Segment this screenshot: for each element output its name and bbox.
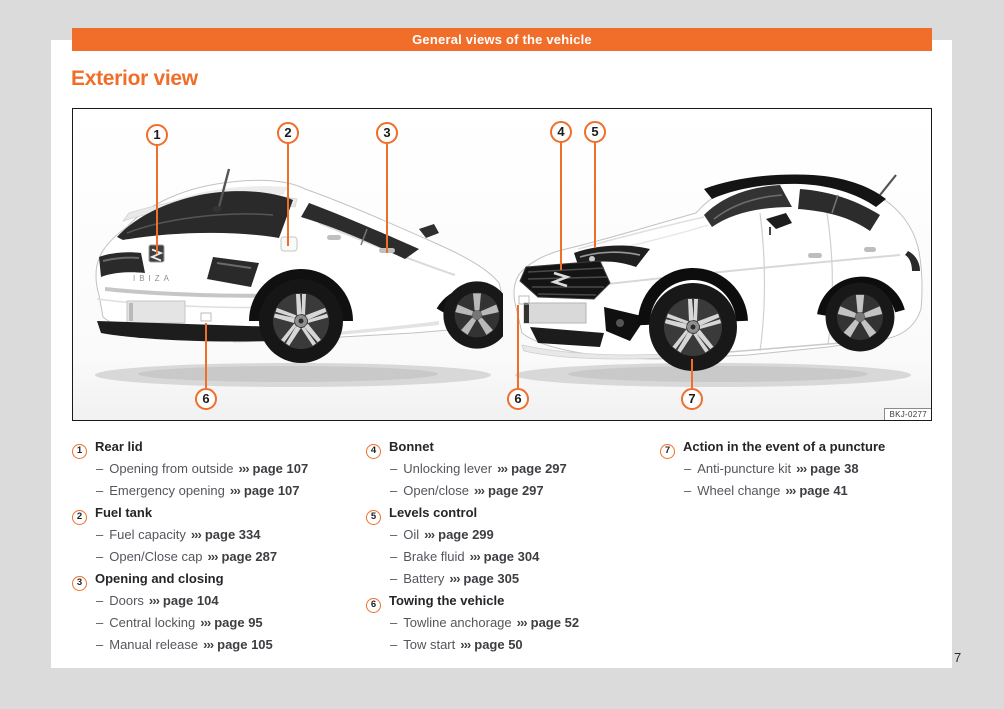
callout-line-6-right [517,305,519,388]
dash: – [96,461,104,476]
exterior-view-figure [72,108,932,421]
page-ref[interactable]: ››› page 305 [449,571,520,586]
chevrons-icon: ››› [474,483,484,498]
car-rear-view-illustration [83,163,503,398]
chevrons-icon: ››› [229,483,240,498]
chevrons-icon: ››› [200,615,211,630]
legend-sub-item: – Anti-puncture kit ››› page 38 [684,461,859,476]
chevrons-icon: ››› [148,593,159,608]
legend-sub-item: – Battery ››› page 305 [390,571,520,586]
ibiza-badge: IBIZA [133,274,174,283]
callout-line-2 [287,144,289,246]
dash: – [390,637,398,652]
callout-line-7 [691,359,693,388]
page-ref[interactable]: ››› page 52 [516,615,580,630]
page-number: 7 [954,650,962,665]
chevrons-icon: ››› [203,637,214,652]
chevrons-icon: ››› [449,571,460,586]
legend-sub-item: – Wheel change ››› page 41 [684,483,848,498]
legend-sub-item: – Emergency opening ››› page 107 [96,483,300,498]
legend-item-title: 3 Opening and closing [72,568,362,590]
chevrons-icon: ››› [785,483,796,498]
fuel-cap [281,237,297,251]
page-ref[interactable]: ››› page 297 [497,461,567,476]
item-number-badge: 3 [72,576,87,591]
legend-sub-item: – Fuel capacity ››› page 334 [96,527,261,542]
legend-item-title: 7 Action in the event of a puncture [660,436,950,458]
side-mirror [419,224,439,238]
callout-line-3 [386,144,388,253]
page-ref[interactable]: ››› page 50 [460,637,523,652]
page-ref[interactable]: ››› page 287 [207,549,278,564]
dash: – [390,461,398,476]
dash: – [390,527,398,542]
dash: – [96,483,104,498]
page-ref[interactable]: ››› page 95 [200,615,263,630]
page-ref[interactable]: ››› page 38 [796,461,859,476]
chevrons-icon: ››› [796,461,807,476]
item-number-badge: 1 [72,444,87,459]
callout-circle-6-left: 6 [195,388,217,410]
legend-item-title: 2 Fuel tank [72,502,362,524]
dash: – [390,483,398,498]
page-ref[interactable]: ››› page 297 [474,483,544,498]
callout-line-5 [594,143,596,248]
chevrons-icon: ››› [469,549,480,564]
callout-circle-3: 3 [376,122,398,144]
callout-circle-4: 4 [550,121,572,143]
chapter-header-bar: General views of the vehicle [72,28,932,51]
dash: – [96,593,104,608]
page-ref[interactable]: ››› page 299 [424,527,494,542]
page-ref[interactable]: ››› page 41 [785,483,848,498]
dash: – [684,461,692,476]
chevrons-icon: ››› [516,615,527,630]
front-license-plate [524,303,586,323]
chevrons-icon: ››› [207,549,218,564]
legend-sub-item: – Open/Close cap ››› page 287 [96,549,278,564]
dash: – [96,637,104,652]
callout-line-4 [560,143,562,270]
legend-sub-item: – Brake fluid ››› page 304 [390,549,540,564]
antenna [880,175,896,195]
rear-wheel [826,283,895,352]
dash: – [390,549,398,564]
chevrons-icon: ››› [460,637,471,652]
callout-circle-6-right: 6 [507,388,529,410]
rear-license-plate [127,301,185,323]
dash: – [390,571,398,586]
legend-item-title: 5 Levels control [366,502,656,524]
figure-code: BKJ-0277 [884,408,931,420]
page-ref[interactable]: ››› page 104 [148,593,219,608]
legend-sub-item: – Towline anchorage ››› page 52 [390,615,580,630]
dash: – [96,549,104,564]
dash: – [96,615,104,630]
item-number-badge: 7 [660,444,675,459]
legend-column-2 [366,436,656,656]
dash: – [96,527,104,542]
rear-wheel [259,279,343,363]
page-ref[interactable]: ››› page 304 [469,549,540,564]
item-number-badge: 2 [72,510,87,525]
legend-column-1 [72,436,362,656]
front-grille [520,261,610,299]
callout-circle-7: 7 [681,388,703,410]
legend-sub-item: – Central locking ››› page 95 [96,615,263,630]
legend-sub-item: – Oil ››› page 299 [390,527,494,542]
callout-circle-5: 5 [584,121,606,143]
page-title: Exterior view [71,67,198,90]
page-ref[interactable]: ››› page 107 [238,461,309,476]
legend-sub-item: – Manual release ››› page 105 [96,637,273,652]
chevrons-icon: ››› [424,527,435,542]
item-number-badge: 5 [366,510,381,525]
page-ref[interactable]: ››› page 334 [190,527,261,542]
legend-sub-item: – Doors ››› page 104 [96,593,219,608]
legend-sub-item: – Tow start ››› page 50 [390,637,523,652]
chevrons-icon: ››› [497,461,508,476]
callout-circle-1: 1 [146,124,168,146]
page-ref[interactable]: ››› page 105 [203,637,273,652]
car-front-view-illustration [508,169,928,399]
item-number-badge: 4 [366,444,381,459]
legend-sub-item: – Opening from outside ››› page 107 [96,461,309,476]
front-wheel [649,283,737,371]
item-number-badge: 6 [366,598,381,613]
callout-circle-2: 2 [277,122,299,144]
chevrons-icon: ››› [238,461,249,476]
legend-column-3 [660,436,950,502]
callout-line-1 [156,145,158,254]
legend-item-title: 6 Towing the vehicle [366,590,656,612]
dash: – [390,615,398,630]
chevrons-icon: ››› [190,527,201,542]
figure-legend [72,436,932,658]
callout-line-6-left [205,323,207,388]
legend-item-title: 4 Bonnet [366,436,656,458]
legend-sub-item: – Open/close ››› page 297 [390,483,544,498]
dash: – [684,483,692,498]
legend-sub-item: – Unlocking lever ››› page 297 [390,461,567,476]
legend-item-title: 1 Rear lid [72,436,362,458]
page-ref[interactable]: ››› page 107 [229,483,300,498]
